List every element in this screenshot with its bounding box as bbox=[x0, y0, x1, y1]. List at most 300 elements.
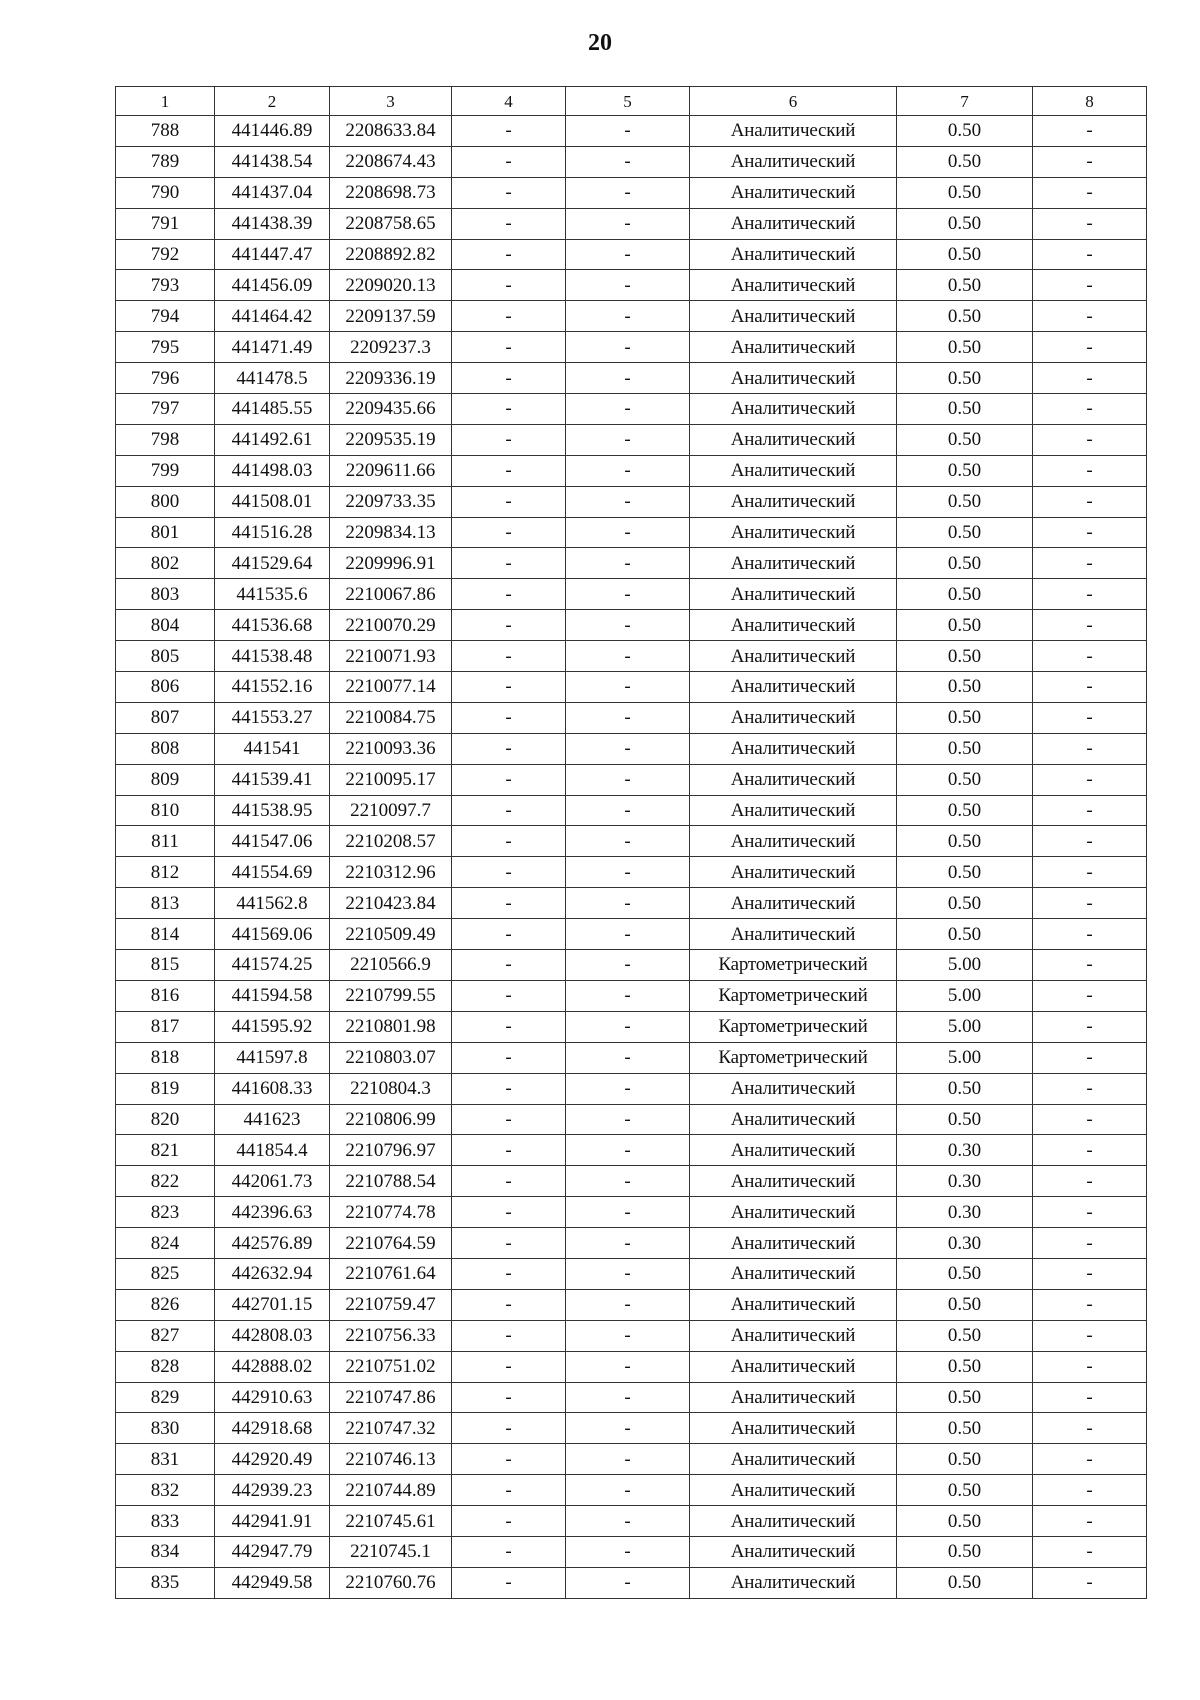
column-8-cell: - bbox=[1033, 363, 1147, 394]
method-cell: Аналитический bbox=[690, 146, 897, 177]
column-4-cell: - bbox=[452, 1228, 566, 1259]
column-5-cell: - bbox=[566, 208, 690, 239]
column-4-cell: - bbox=[452, 455, 566, 486]
y-coordinate-cell: 2210093.36 bbox=[330, 733, 452, 764]
column-8-cell: - bbox=[1033, 1567, 1147, 1598]
accuracy-cell: 0.50 bbox=[897, 1351, 1033, 1382]
point-number-cell: 829 bbox=[116, 1382, 215, 1413]
x-coordinate-cell: 442947.79 bbox=[215, 1536, 330, 1567]
column-4-cell: - bbox=[452, 486, 566, 517]
page-number: 20 bbox=[588, 30, 612, 56]
x-coordinate-cell: 442061.73 bbox=[215, 1166, 330, 1197]
point-number-cell: 799 bbox=[116, 455, 215, 486]
column-4-cell: - bbox=[452, 1289, 566, 1320]
column-8-cell: - bbox=[1033, 641, 1147, 672]
column-4-cell: - bbox=[452, 1258, 566, 1289]
column-5-cell: - bbox=[566, 764, 690, 795]
point-number-cell: 822 bbox=[116, 1166, 215, 1197]
column-4-cell: - bbox=[452, 1567, 566, 1598]
column-8-cell: - bbox=[1033, 1382, 1147, 1413]
y-coordinate-cell: 2210756.33 bbox=[330, 1320, 452, 1351]
y-coordinate-cell: 2208698.73 bbox=[330, 177, 452, 208]
y-coordinate-cell: 2209336.19 bbox=[330, 363, 452, 394]
x-coordinate-cell: 441536.68 bbox=[215, 610, 330, 641]
column-5-cell: - bbox=[566, 239, 690, 270]
x-coordinate-cell: 442910.63 bbox=[215, 1382, 330, 1413]
column-4-cell: - bbox=[452, 702, 566, 733]
x-coordinate-cell: 441538.48 bbox=[215, 641, 330, 672]
point-number-cell: 826 bbox=[116, 1289, 215, 1320]
y-coordinate-cell: 2210084.75 bbox=[330, 702, 452, 733]
column-4-cell: - bbox=[452, 919, 566, 950]
column-8-cell: - bbox=[1033, 1444, 1147, 1475]
x-coordinate-cell: 441608.33 bbox=[215, 1073, 330, 1104]
column-5-cell: - bbox=[566, 1289, 690, 1320]
table-row bbox=[116, 826, 1147, 857]
table-row bbox=[116, 146, 1147, 177]
y-coordinate-cell: 2209020.13 bbox=[330, 270, 452, 301]
method-cell: Аналитический bbox=[690, 579, 897, 610]
column-4-cell: - bbox=[452, 1011, 566, 1042]
column-4-cell: - bbox=[452, 857, 566, 888]
column-8-cell: - bbox=[1033, 1258, 1147, 1289]
column-4-cell: - bbox=[452, 888, 566, 919]
point-number-cell: 813 bbox=[116, 888, 215, 919]
x-coordinate-cell: 441541 bbox=[215, 733, 330, 764]
table-row bbox=[116, 363, 1147, 394]
method-cell: Аналитический bbox=[690, 548, 897, 579]
method-cell: Аналитический bbox=[690, 394, 897, 425]
column-5-cell: - bbox=[566, 857, 690, 888]
column-5-cell: - bbox=[566, 1073, 690, 1104]
column-5-cell: - bbox=[566, 733, 690, 764]
method-cell: Аналитический bbox=[690, 826, 897, 857]
column-5-cell: - bbox=[566, 1228, 690, 1259]
method-cell: Аналитический bbox=[690, 764, 897, 795]
method-cell: Аналитический bbox=[690, 857, 897, 888]
y-coordinate-cell: 2210744.89 bbox=[330, 1475, 452, 1506]
column-4-cell: - bbox=[452, 980, 566, 1011]
column-4-cell: - bbox=[452, 641, 566, 672]
x-coordinate-cell: 441478.5 bbox=[215, 363, 330, 394]
x-coordinate-cell: 441508.01 bbox=[215, 486, 330, 517]
table-row bbox=[116, 116, 1147, 147]
accuracy-cell: 0.50 bbox=[897, 1506, 1033, 1537]
column-5-cell: - bbox=[566, 363, 690, 394]
table-row bbox=[116, 394, 1147, 425]
column-4-cell: - bbox=[452, 116, 566, 147]
x-coordinate-cell: 441562.8 bbox=[215, 888, 330, 919]
column-8-cell: - bbox=[1033, 146, 1147, 177]
point-number-cell: 803 bbox=[116, 579, 215, 610]
accuracy-cell: 0.30 bbox=[897, 1197, 1033, 1228]
point-number-cell: 788 bbox=[116, 116, 215, 147]
accuracy-cell: 0.50 bbox=[897, 239, 1033, 270]
accuracy-cell: 0.50 bbox=[897, 146, 1033, 177]
column-8-cell: - bbox=[1033, 579, 1147, 610]
point-number-cell: 801 bbox=[116, 517, 215, 548]
accuracy-cell: 0.50 bbox=[897, 394, 1033, 425]
point-number-cell: 793 bbox=[116, 270, 215, 301]
table-row bbox=[116, 270, 1147, 301]
method-cell: Аналитический bbox=[690, 1073, 897, 1104]
method-cell: Аналитический bbox=[690, 424, 897, 455]
point-number-cell: 816 bbox=[116, 980, 215, 1011]
column-5-cell: - bbox=[566, 1382, 690, 1413]
point-number-cell: 808 bbox=[116, 733, 215, 764]
point-number-cell: 797 bbox=[116, 394, 215, 425]
method-cell: Аналитический bbox=[690, 1413, 897, 1444]
y-coordinate-cell: 2210071.93 bbox=[330, 641, 452, 672]
table-row bbox=[116, 424, 1147, 455]
point-number-cell: 815 bbox=[116, 950, 215, 981]
accuracy-cell: 5.00 bbox=[897, 1042, 1033, 1073]
table-row bbox=[116, 919, 1147, 950]
point-number-cell: 798 bbox=[116, 424, 215, 455]
table-row bbox=[116, 857, 1147, 888]
y-coordinate-cell: 2210067.86 bbox=[330, 579, 452, 610]
column-header-5: 5 bbox=[566, 87, 690, 116]
column-4-cell: - bbox=[452, 826, 566, 857]
point-number-cell: 830 bbox=[116, 1413, 215, 1444]
method-cell: Аналитический bbox=[690, 672, 897, 703]
column-8-cell: - bbox=[1033, 672, 1147, 703]
method-cell: Аналитический bbox=[690, 270, 897, 301]
table-row bbox=[116, 1413, 1147, 1444]
accuracy-cell: 0.50 bbox=[897, 826, 1033, 857]
table-row bbox=[116, 1228, 1147, 1259]
x-coordinate-cell: 441595.92 bbox=[215, 1011, 330, 1042]
column-8-cell: - bbox=[1033, 1475, 1147, 1506]
point-number-cell: 805 bbox=[116, 641, 215, 672]
method-cell: Аналитический bbox=[690, 239, 897, 270]
column-header-8: 8 bbox=[1033, 87, 1147, 116]
method-cell: Аналитический bbox=[690, 702, 897, 733]
column-4-cell: - bbox=[452, 1382, 566, 1413]
point-number-cell: 789 bbox=[116, 146, 215, 177]
column-5-cell: - bbox=[566, 486, 690, 517]
x-coordinate-cell: 441569.06 bbox=[215, 919, 330, 950]
point-number-cell: 812 bbox=[116, 857, 215, 888]
column-8-cell: - bbox=[1033, 950, 1147, 981]
accuracy-cell: 0.30 bbox=[897, 1228, 1033, 1259]
y-coordinate-cell: 2209535.19 bbox=[330, 424, 452, 455]
accuracy-cell: 0.50 bbox=[897, 208, 1033, 239]
table-row bbox=[116, 1197, 1147, 1228]
y-coordinate-cell: 2210208.57 bbox=[330, 826, 452, 857]
point-number-cell: 814 bbox=[116, 919, 215, 950]
point-number-cell: 825 bbox=[116, 1258, 215, 1289]
table-row bbox=[116, 733, 1147, 764]
x-coordinate-cell: 441535.6 bbox=[215, 579, 330, 610]
column-5-cell: - bbox=[566, 826, 690, 857]
table-row bbox=[116, 672, 1147, 703]
point-number-cell: 827 bbox=[116, 1320, 215, 1351]
accuracy-cell: 0.50 bbox=[897, 1320, 1033, 1351]
table-row bbox=[116, 1042, 1147, 1073]
x-coordinate-cell: 441574.25 bbox=[215, 950, 330, 981]
table-row bbox=[116, 1567, 1147, 1598]
column-5-cell: - bbox=[566, 1104, 690, 1135]
column-5-cell: - bbox=[566, 672, 690, 703]
y-coordinate-cell: 2209435.66 bbox=[330, 394, 452, 425]
column-8-cell: - bbox=[1033, 1289, 1147, 1320]
column-5-cell: - bbox=[566, 1011, 690, 1042]
column-4-cell: - bbox=[452, 177, 566, 208]
accuracy-cell: 0.50 bbox=[897, 548, 1033, 579]
point-number-cell: 796 bbox=[116, 363, 215, 394]
column-4-cell: - bbox=[452, 1351, 566, 1382]
accuracy-cell: 0.50 bbox=[897, 332, 1033, 363]
y-coordinate-cell: 2210774.78 bbox=[330, 1197, 452, 1228]
column-4-cell: - bbox=[452, 270, 566, 301]
point-number-cell: 831 bbox=[116, 1444, 215, 1475]
table-row bbox=[116, 702, 1147, 733]
table-row bbox=[116, 1506, 1147, 1537]
column-4-cell: - bbox=[452, 1536, 566, 1567]
column-5-cell: - bbox=[566, 146, 690, 177]
header-row bbox=[116, 87, 1147, 116]
table-row bbox=[116, 764, 1147, 795]
accuracy-cell: 0.50 bbox=[897, 455, 1033, 486]
x-coordinate-cell: 441597.8 bbox=[215, 1042, 330, 1073]
column-8-cell: - bbox=[1033, 1197, 1147, 1228]
column-8-cell: - bbox=[1033, 177, 1147, 208]
method-cell: Аналитический bbox=[690, 1258, 897, 1289]
accuracy-cell: 0.50 bbox=[897, 363, 1033, 394]
method-cell: Аналитический bbox=[690, 610, 897, 641]
column-4-cell: - bbox=[452, 1506, 566, 1537]
column-8-cell: - bbox=[1033, 1104, 1147, 1135]
column-4-cell: - bbox=[452, 950, 566, 981]
column-4-cell: - bbox=[452, 394, 566, 425]
x-coordinate-cell: 441516.28 bbox=[215, 517, 330, 548]
column-4-cell: - bbox=[452, 363, 566, 394]
table-row bbox=[116, 888, 1147, 919]
x-coordinate-cell: 442920.49 bbox=[215, 1444, 330, 1475]
table-row bbox=[116, 1536, 1147, 1567]
x-coordinate-cell: 441553.27 bbox=[215, 702, 330, 733]
column-8-cell: - bbox=[1033, 888, 1147, 919]
column-5-cell: - bbox=[566, 1197, 690, 1228]
x-coordinate-cell: 441547.06 bbox=[215, 826, 330, 857]
column-4-cell: - bbox=[452, 795, 566, 826]
method-cell: Аналитический bbox=[690, 1475, 897, 1506]
column-8-cell: - bbox=[1033, 517, 1147, 548]
column-8-cell: - bbox=[1033, 1536, 1147, 1567]
y-coordinate-cell: 2210747.86 bbox=[330, 1382, 452, 1413]
x-coordinate-cell: 441471.49 bbox=[215, 332, 330, 363]
table-header bbox=[116, 87, 1147, 116]
point-number-cell: 823 bbox=[116, 1197, 215, 1228]
point-number-cell: 806 bbox=[116, 672, 215, 703]
column-5-cell: - bbox=[566, 1536, 690, 1567]
column-4-cell: - bbox=[452, 517, 566, 548]
y-coordinate-cell: 2210788.54 bbox=[330, 1166, 452, 1197]
column-8-cell: - bbox=[1033, 455, 1147, 486]
method-cell: Аналитический bbox=[690, 363, 897, 394]
column-header-1: 1 bbox=[116, 87, 215, 116]
accuracy-cell: 0.50 bbox=[897, 1475, 1033, 1506]
y-coordinate-cell: 2210070.29 bbox=[330, 610, 452, 641]
point-number-cell: 820 bbox=[116, 1104, 215, 1135]
column-5-cell: - bbox=[566, 1166, 690, 1197]
x-coordinate-cell: 441623 bbox=[215, 1104, 330, 1135]
method-cell: Аналитический bbox=[690, 332, 897, 363]
method-cell: Аналитический bbox=[690, 177, 897, 208]
y-coordinate-cell: 2209237.3 bbox=[330, 332, 452, 363]
column-4-cell: - bbox=[452, 301, 566, 332]
column-8-cell: - bbox=[1033, 208, 1147, 239]
table-row bbox=[116, 1351, 1147, 1382]
column-8-cell: - bbox=[1033, 332, 1147, 363]
table-row bbox=[116, 1289, 1147, 1320]
method-cell: Аналитический bbox=[690, 517, 897, 548]
accuracy-cell: 0.50 bbox=[897, 764, 1033, 795]
column-5-cell: - bbox=[566, 950, 690, 981]
table-row bbox=[116, 1135, 1147, 1166]
y-coordinate-cell: 2208758.65 bbox=[330, 208, 452, 239]
method-cell: Аналитический bbox=[690, 1382, 897, 1413]
column-4-cell: - bbox=[452, 764, 566, 795]
table-row bbox=[116, 517, 1147, 548]
column-4-cell: - bbox=[452, 146, 566, 177]
method-cell: Аналитический bbox=[690, 455, 897, 486]
method-cell: Аналитический bbox=[690, 1320, 897, 1351]
accuracy-cell: 0.50 bbox=[897, 1289, 1033, 1320]
point-number-cell: 835 bbox=[116, 1567, 215, 1598]
accuracy-cell: 0.50 bbox=[897, 1413, 1033, 1444]
accuracy-cell: 0.50 bbox=[897, 301, 1033, 332]
y-coordinate-cell: 2210745.1 bbox=[330, 1536, 452, 1567]
y-coordinate-cell: 2210806.99 bbox=[330, 1104, 452, 1135]
column-8-cell: - bbox=[1033, 826, 1147, 857]
column-4-cell: - bbox=[452, 672, 566, 703]
accuracy-cell: 0.50 bbox=[897, 1258, 1033, 1289]
x-coordinate-cell: 441529.64 bbox=[215, 548, 330, 579]
column-header-7: 7 bbox=[897, 87, 1033, 116]
x-coordinate-cell: 441438.39 bbox=[215, 208, 330, 239]
method-cell: Аналитический bbox=[690, 116, 897, 147]
method-cell: Аналитический bbox=[690, 208, 897, 239]
column-8-cell: - bbox=[1033, 1320, 1147, 1351]
x-coordinate-cell: 441538.95 bbox=[215, 795, 330, 826]
point-number-cell: 802 bbox=[116, 548, 215, 579]
method-cell: Аналитический bbox=[690, 1135, 897, 1166]
x-coordinate-cell: 441594.58 bbox=[215, 980, 330, 1011]
accuracy-cell: 0.50 bbox=[897, 1536, 1033, 1567]
accuracy-cell: 0.50 bbox=[897, 270, 1033, 301]
y-coordinate-cell: 2210746.13 bbox=[330, 1444, 452, 1475]
accuracy-cell: 5.00 bbox=[897, 1011, 1033, 1042]
accuracy-cell: 0.50 bbox=[897, 486, 1033, 517]
y-coordinate-cell: 2210804.3 bbox=[330, 1073, 452, 1104]
x-coordinate-cell: 442939.23 bbox=[215, 1475, 330, 1506]
x-coordinate-cell: 442888.02 bbox=[215, 1351, 330, 1382]
y-coordinate-cell: 2210745.61 bbox=[330, 1506, 452, 1537]
column-8-cell: - bbox=[1033, 1506, 1147, 1537]
point-number-cell: 821 bbox=[116, 1135, 215, 1166]
y-coordinate-cell: 2210097.7 bbox=[330, 795, 452, 826]
column-header-4: 4 bbox=[452, 87, 566, 116]
column-4-cell: - bbox=[452, 1444, 566, 1475]
y-coordinate-cell: 2210799.55 bbox=[330, 980, 452, 1011]
table-row bbox=[116, 1382, 1147, 1413]
column-4-cell: - bbox=[452, 1413, 566, 1444]
column-8-cell: - bbox=[1033, 733, 1147, 764]
column-5-cell: - bbox=[566, 1506, 690, 1537]
y-coordinate-cell: 2210764.59 bbox=[330, 1228, 452, 1259]
column-8-cell: - bbox=[1033, 857, 1147, 888]
point-number-cell: 828 bbox=[116, 1351, 215, 1382]
column-5-cell: - bbox=[566, 1135, 690, 1166]
column-4-cell: - bbox=[452, 610, 566, 641]
accuracy-cell: 0.30 bbox=[897, 1135, 1033, 1166]
y-coordinate-cell: 2209611.66 bbox=[330, 455, 452, 486]
point-number-cell: 809 bbox=[116, 764, 215, 795]
column-5-cell: - bbox=[566, 1042, 690, 1073]
point-number-cell: 824 bbox=[116, 1228, 215, 1259]
method-cell: Аналитический bbox=[690, 1444, 897, 1475]
column-8-cell: - bbox=[1033, 1042, 1147, 1073]
accuracy-cell: 0.50 bbox=[897, 579, 1033, 610]
column-header-6: 6 bbox=[690, 87, 897, 116]
table-row bbox=[116, 1073, 1147, 1104]
column-8-cell: - bbox=[1033, 980, 1147, 1011]
column-5-cell: - bbox=[566, 270, 690, 301]
accuracy-cell: 0.50 bbox=[897, 795, 1033, 826]
x-coordinate-cell: 441498.03 bbox=[215, 455, 330, 486]
x-coordinate-cell: 441554.69 bbox=[215, 857, 330, 888]
column-8-cell: - bbox=[1033, 610, 1147, 641]
method-cell: Аналитический bbox=[690, 888, 897, 919]
column-4-cell: - bbox=[452, 1135, 566, 1166]
point-number-cell: 804 bbox=[116, 610, 215, 641]
table-row bbox=[116, 610, 1147, 641]
accuracy-cell: 0.50 bbox=[897, 919, 1033, 950]
method-cell: Картометрический bbox=[690, 950, 897, 981]
accuracy-cell: 0.50 bbox=[897, 177, 1033, 208]
column-8-cell: - bbox=[1033, 1228, 1147, 1259]
table-row bbox=[116, 548, 1147, 579]
column-5-cell: - bbox=[566, 1258, 690, 1289]
column-8-cell: - bbox=[1033, 394, 1147, 425]
point-number-cell: 833 bbox=[116, 1506, 215, 1537]
column-5-cell: - bbox=[566, 548, 690, 579]
method-cell: Аналитический bbox=[690, 1228, 897, 1259]
y-coordinate-cell: 2210761.64 bbox=[330, 1258, 452, 1289]
x-coordinate-cell: 442808.03 bbox=[215, 1320, 330, 1351]
column-5-cell: - bbox=[566, 424, 690, 455]
x-coordinate-cell: 441539.41 bbox=[215, 764, 330, 795]
method-cell: Аналитический bbox=[690, 1197, 897, 1228]
x-coordinate-cell: 441437.04 bbox=[215, 177, 330, 208]
y-coordinate-cell: 2210803.07 bbox=[330, 1042, 452, 1073]
table-row bbox=[116, 980, 1147, 1011]
y-coordinate-cell: 2209733.35 bbox=[330, 486, 452, 517]
column-8-cell: - bbox=[1033, 1351, 1147, 1382]
column-8-cell: - bbox=[1033, 795, 1147, 826]
x-coordinate-cell: 442576.89 bbox=[215, 1228, 330, 1259]
point-number-cell: 807 bbox=[116, 702, 215, 733]
column-8-cell: - bbox=[1033, 702, 1147, 733]
accuracy-cell: 0.50 bbox=[897, 1567, 1033, 1598]
point-number-cell: 819 bbox=[116, 1073, 215, 1104]
accuracy-cell: 0.50 bbox=[897, 517, 1033, 548]
accuracy-cell: 0.50 bbox=[897, 424, 1033, 455]
method-cell: Аналитический bbox=[690, 1506, 897, 1537]
y-coordinate-cell: 2208633.84 bbox=[330, 116, 452, 147]
